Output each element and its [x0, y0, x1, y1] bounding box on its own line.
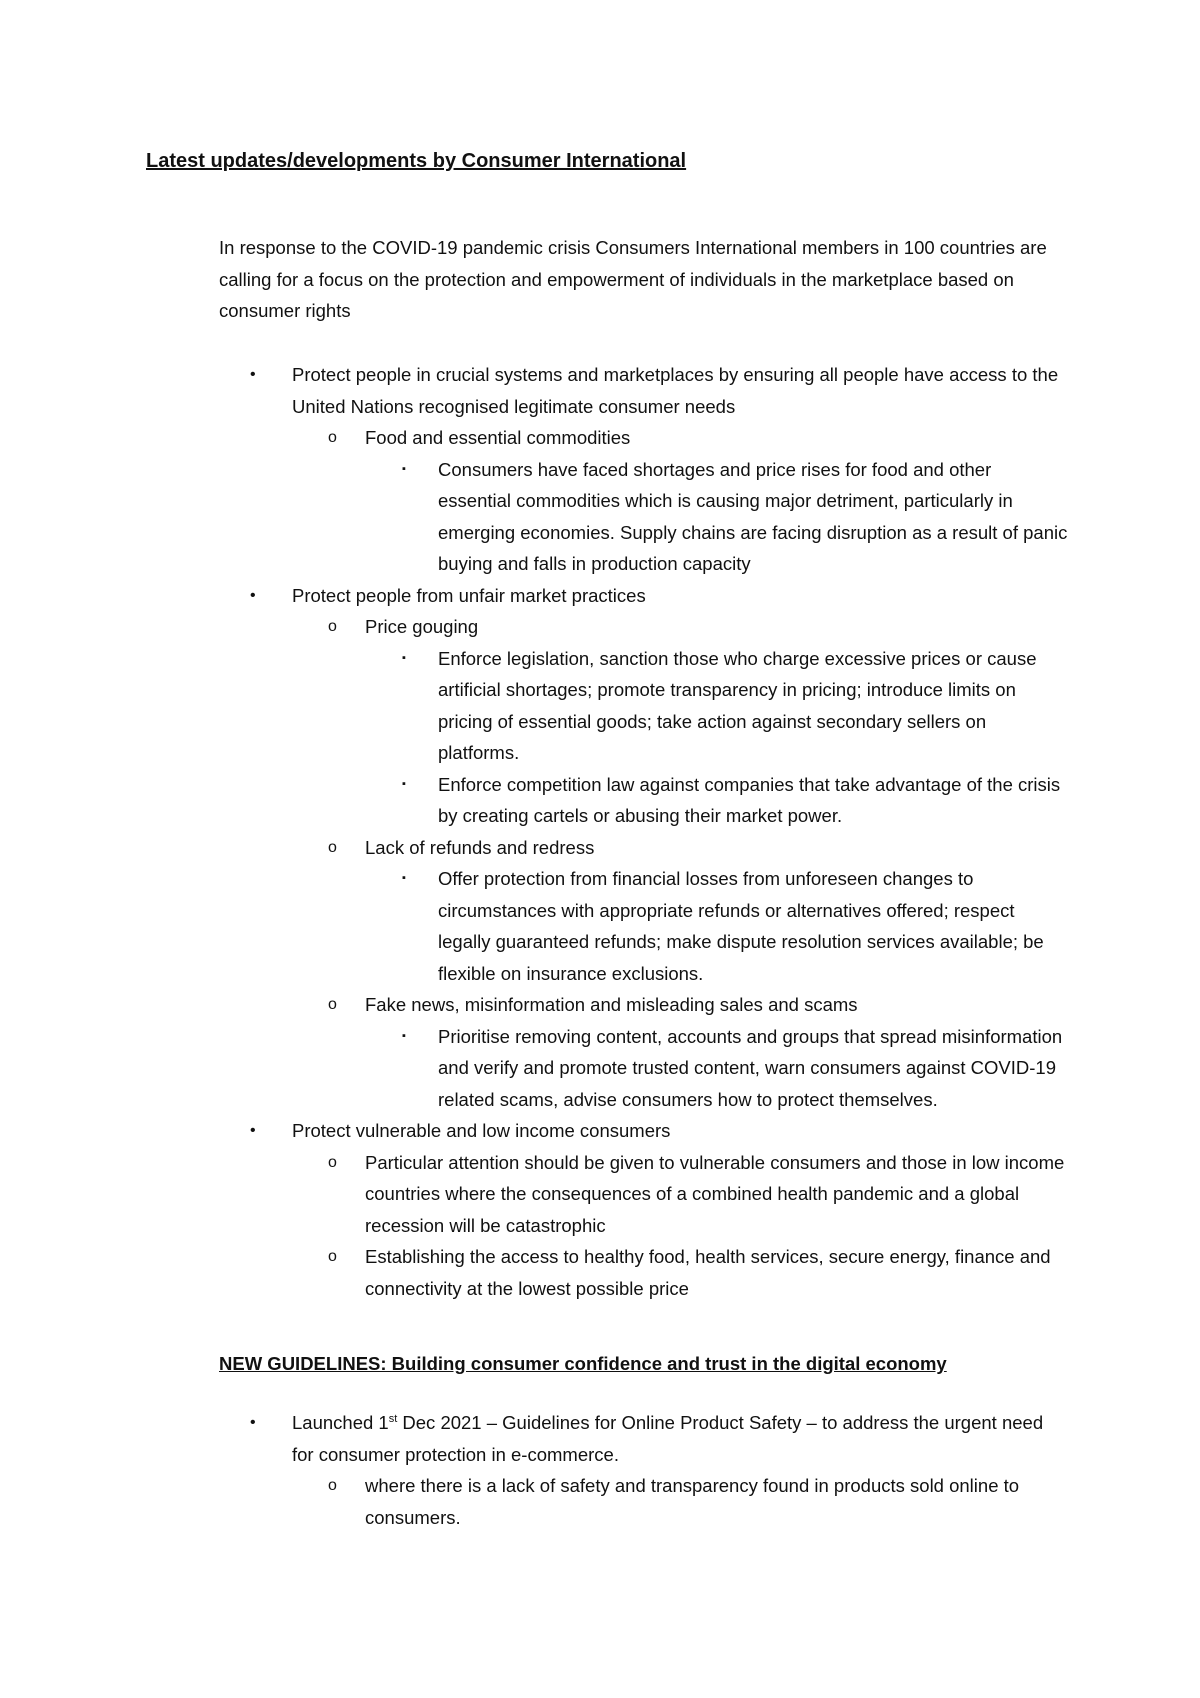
list-item — [0, 769, 1068, 832]
document-title: Latest updates/developments by Consumer International — [146, 150, 687, 172]
list-item-text: Particular attention should be given to vulnerable consumers and those in low income countries where the consequences of a combined health pandemic and a global recession will be catastrophic — [365, 1151, 1065, 1236]
bullet-icon: • — [250, 1414, 256, 1431]
list-item-text: Establishing the access to healthy food, health services, secure energy, finance and connectivity at the lowest possible price — [365, 1246, 1051, 1299]
list-item — [0, 832, 1065, 990]
list-item — [0, 863, 1068, 989]
list-item-text: Protect people in crucial systems and marketplaces by ensuring all people have access to the United Nations recognised legitimate consumer needs — [292, 364, 1059, 417]
list-item-text: Offer protection from financial losses from unforeseen changes to circumstances with appropriate refunds or alternatives offered; respect legally guaranteed refunds; make dispute resolution services available; be flexible on insurance exclusions. — [438, 868, 1044, 984]
square-bullet-icon: ▪ — [402, 462, 406, 475]
list-item — [0, 580, 1062, 1116]
bullet-icon: • — [250, 586, 256, 604]
list-item — [0, 1147, 1065, 1242]
list-item — [0, 1407, 1062, 1533]
circle-bullet-icon: o — [328, 1248, 337, 1265]
list-item-text: Prioritise removing content, accounts and groups that spread misinformation and verify and promote trusted content, warn consumers against COVID-19 related scams, advise consumers how to protect themselves. — [438, 1025, 1063, 1110]
list-item — [0, 611, 1065, 832]
intro-paragraph: In response to the COVID-19 pandemic crisis Consumers International members in 100 countries are calling for a focus on the protection and empowerment of individuals in the marketplace based on consumer rights — [219, 237, 1047, 321]
list-item — [0, 422, 1068, 580]
list-item-text: Protect people from unfair market practices — [292, 584, 646, 606]
circle-bullet-icon: o — [328, 1153, 337, 1171]
list-item-text — [292, 1412, 1043, 1465]
bullet-icon: • — [250, 1122, 256, 1139]
list-item-text: Enforce competition law against companies that take advantage of the crisis by creating cartels or abusing their market power. — [438, 773, 1061, 826]
square-bullet-icon: ▪ — [402, 777, 406, 790]
circle-bullet-icon: o — [328, 618, 337, 635]
guidelines-list — [0, 1407, 1200, 1533]
list-item — [0, 643, 1068, 769]
list-item — [0, 989, 1065, 1115]
guidelines-heading: NEW GUIDELINES: Building consumer confidence and trust in the digital economy — [219, 1353, 947, 1374]
circle-bullet-icon: o — [328, 996, 337, 1013]
list-item — [0, 1115, 1065, 1304]
circle-bullet-icon: o — [328, 429, 337, 446]
list-item-text: Price gouging — [365, 616, 479, 637]
list-item-text: where there is a lack of safety and transparency found in products sold online to consumers. — [365, 1475, 1020, 1528]
list-item-text: Enforce legislation, sanction those who charge excessive prices or cause artificial shortages; promote transparency in pricing; introduce limits on pricing of essential goods; take action against secondary sellers on platforms. — [438, 647, 1037, 763]
ordinal-suffix: st — [388, 1412, 398, 1425]
list-item — [0, 359, 1068, 580]
list-item-text: Consumers have faced shortages and price rises for food and other essential commodities which is causing major detriment, particularly in emerging economies. Supply chains are facing disruption as a result of panic buying and falls in production capacity — [438, 458, 1068, 574]
square-bullet-icon: ▪ — [402, 872, 406, 884]
bullet-icon: • — [250, 366, 256, 383]
launch-suffix: Dec 2021 – Guidelines for Online Product Safety – to address the urgent need for consumer protection in e-commerce. — [292, 1412, 1044, 1465]
square-bullet-icon: ▪ — [402, 1029, 406, 1042]
list-item — [0, 1470, 1065, 1533]
square-bullet-icon: ▪ — [402, 651, 406, 664]
list-item-text: Lack of refunds and redress — [365, 836, 595, 858]
list-item — [0, 454, 1068, 580]
list-item — [0, 1021, 1068, 1116]
list-item-text: Protect vulnerable and low income consumers — [292, 1120, 671, 1141]
list-item-text: Food and essential commodities — [365, 427, 631, 448]
list-item — [0, 1241, 1065, 1304]
launch-prefix: Launched 1 — [292, 1412, 389, 1433]
list-item-text: Fake news, misinformation and misleading sales and scams — [365, 994, 858, 1015]
circle-bullet-icon: o — [328, 838, 337, 856]
circle-bullet-icon: o — [328, 1477, 337, 1494]
recommendations-list — [0, 359, 1200, 1304]
